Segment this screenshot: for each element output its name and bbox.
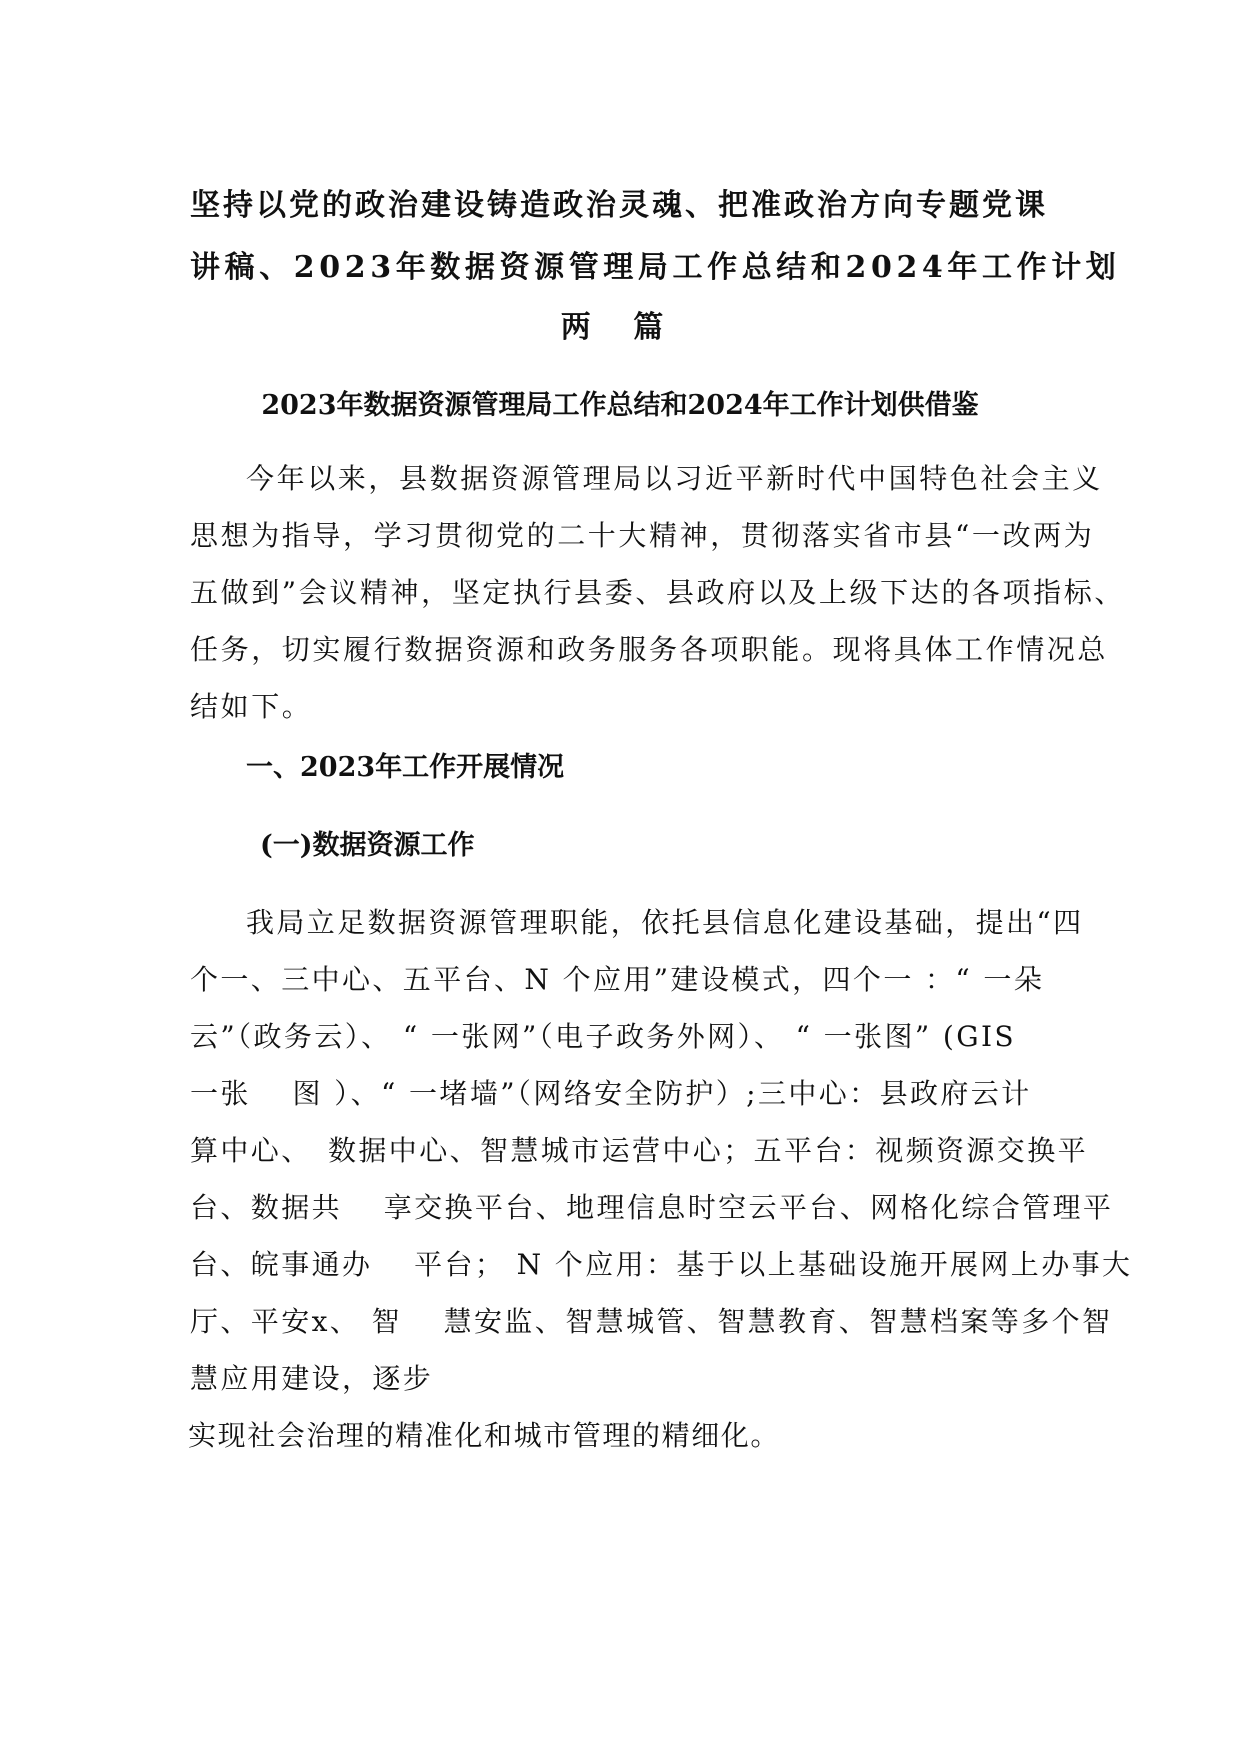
document-title-line-2: 讲稿、2023年数据资源管理局工作总结和2024年工作计划 [190, 250, 1121, 285]
body-paragraph [188, 894, 1133, 1464]
intro-line: 任务，切实履行数据资源和政务服务各项职能。现将具体工作情况总 [190, 633, 1109, 666]
body-line: 台、数据共 享交换平台、地理信息时空云平台、网格化综合管理平 [190, 1191, 1114, 1224]
intro-paragraph [190, 450, 1125, 735]
intro-line: 五做到”会议精神，坚定执行县委、县政府以及上级下达的各项指标、 [190, 576, 1125, 609]
body-line: 台、皖事通办 平台； N 个应用：基于以上基础设施开展网上办事大 [190, 1248, 1133, 1281]
body-line: 云”（政务云）、 “ 一张网”（电子政务外网）、 “ 一张图” (GIS [190, 1020, 1017, 1053]
document-title-line-1: 坚持以党的政治建设铸造政治灵魂、把准政治方向专题党课 [190, 188, 1048, 223]
body-line: 慧应用建设，逐步 [190, 1362, 434, 1395]
body-line: 厅、平安x、 智 慧安监、智慧城管、智慧教育、智慧档案等多个智 [190, 1305, 1113, 1338]
intro-line: 今年以来，县数据资源管理局以习近平新时代中国特色社会主义 [246, 462, 1103, 495]
body-line: 实现社会治理的精准化和城市管理的精细化。 [188, 1419, 781, 1452]
body-line: 我局立足数据资源管理职能，依托县信息化建设基础，提出“四 [246, 906, 1084, 939]
intro-line: 思想为指导，学习贯彻党的二十大精神，贯彻落实省市县“一改两为 [190, 519, 1095, 552]
subsection-heading: (一)数据资源工作 [260, 830, 475, 861]
document-subtitle: 2023年数据资源管理局工作总结和2024年工作计划供借鉴 [261, 390, 979, 421]
section-heading: 一、2023年工作开展情况 [246, 752, 565, 783]
body-line: 算中心、 数据中心、智慧城市运营中心；五平台：视频资源交换平 [190, 1134, 1089, 1167]
body-line: 一张 图 ）、“ 一堵墙”（网络安全防护）;三中心：县政府云计 [190, 1077, 1032, 1110]
document-title-line-3: 两 篇 [560, 310, 680, 345]
intro-line: 结如下。 [190, 690, 313, 723]
body-line: 个一、三中心、五平台、N 个应用”建设模式，四个一 ：“ 一朵 [190, 963, 1045, 996]
